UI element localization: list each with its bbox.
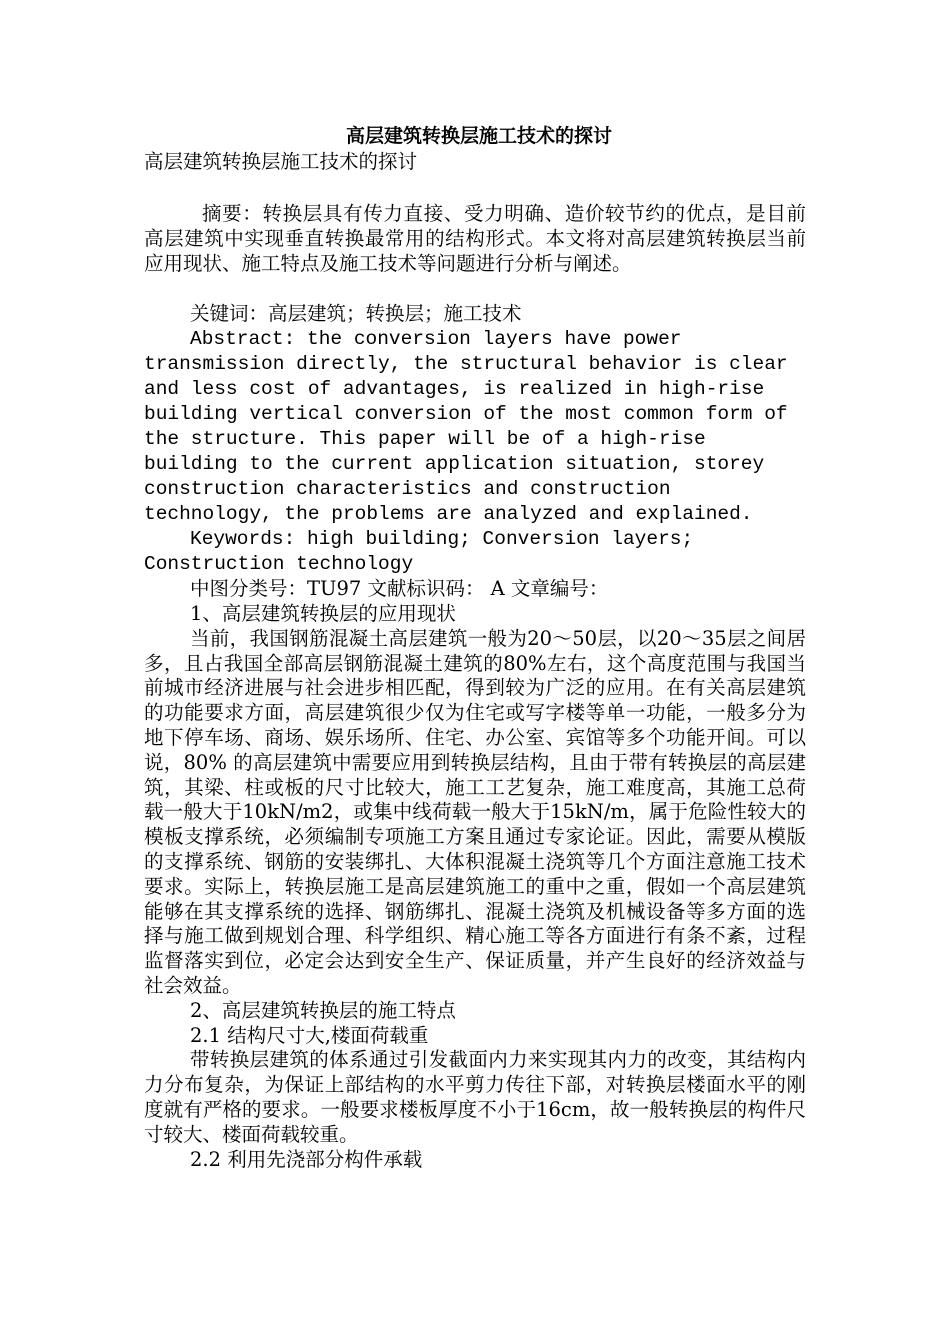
- section-2-heading: 2、高层建筑转换层的施工特点: [190, 998, 456, 1022]
- section-2-2-heading: 2.2 利用先浇部分构件承载: [190, 1147, 423, 1171]
- classification-line: 中图分类号：TU97 文献标识码： A 文章编号：: [190, 577, 609, 601]
- abstract-en: Abstract: the conversion layers have power transmission directly, the structural behavior is clear and less cost of advantages, is realized in high-rise building vertical conversion of the most common form of the structure. This paper will be of a high-rise building to the current application situation, storey construction characteristics and construction technology, the problems are analyzed and explained.: [144, 328, 788, 526]
- document-page: [144, 122, 806, 1172]
- keywords-cn: 关键词：高层建筑；转换层；施工技术: [190, 302, 522, 326]
- section-1-heading: 1、高层建筑转换层的应用现状: [190, 601, 456, 625]
- section-2-1-heading: 2.1 结构尺寸大,楼面荷载重: [190, 1023, 429, 1047]
- document-title: 高层建筑转换层施工技术的探讨: [345, 125, 612, 147]
- section-1-body: 当前，我国钢筋混凝土高层建筑一般为20～50层，以20～35层之间居多，且占我国全部高层钢筋混凝土建筑的80%左右，这个高度范围与我国当前城市经济进展与社会进步相匹配，得到较为广泛的应用。在有关高层建筑的功能要求方面，高层建筑很少仅为住宅或写字楼等单一功能，一般多分为地下停车场、商场、娱乐场所、住宅、办公室、宾馆等多个功能开间。可以说，80% 的高层建筑中需要应用到转换层结构，且由于带有转换层的高层建筑，其梁、柱或板的尺寸比较大，施工工艺复杂，施工难度高，其施工总荷载一般大于10kN/m2，或集中线荷载一般大于15kN/m，属于危险性较大的模板支撑系统，必须编制专项施工方案且通过专家论证。因此，需要从模版的支撑系统、钢筋的安装绑扎、大体积混凝土浇筑等几个方面注意施工技术要求。实际上，转换层施工是高层建筑施工的重中之重，假如一个高层建筑能够在其支撑系统的选择、钢筋绑扎、混凝土浇筑及机械设备等多方面的选择与施工做到规划合理、科学组织、精心施工等各方面进行有条不紊，过程监督落实到位，必定会达到安全生产、保证质量，并产生良好的经济效益与社会效益。: [144, 626, 806, 997]
- section-2-1-body: 带转换层建筑的体系通过引发截面内力来实现其内力的改变，其结构内力分布复杂，为保证上部结构的水平剪力传往下部，对转换层楼面水平的刚度就有严格的要求。一般要求楼板厚度不小于16cm，故一般转换层的构件尺寸较大、楼面荷载较重。: [144, 1048, 806, 1146]
- spacer: [144, 174, 806, 202]
- abstract-cn: 摘要：转换层具有传力直接、受力明确、造价较节约的优点，是目前高层建筑中实现垂直转换最常用的结构形式。本文将对高层建筑转换层当前应用现状、施工特点及施工技术等问题进行分析与阐述。: [144, 202, 806, 275]
- document-subtitle: 高层建筑转换层施工技术的探讨: [144, 150, 418, 173]
- keywords-en: Keywords: high building; Conversion layers; Construction technology: [144, 528, 694, 576]
- spacer: [144, 276, 806, 302]
